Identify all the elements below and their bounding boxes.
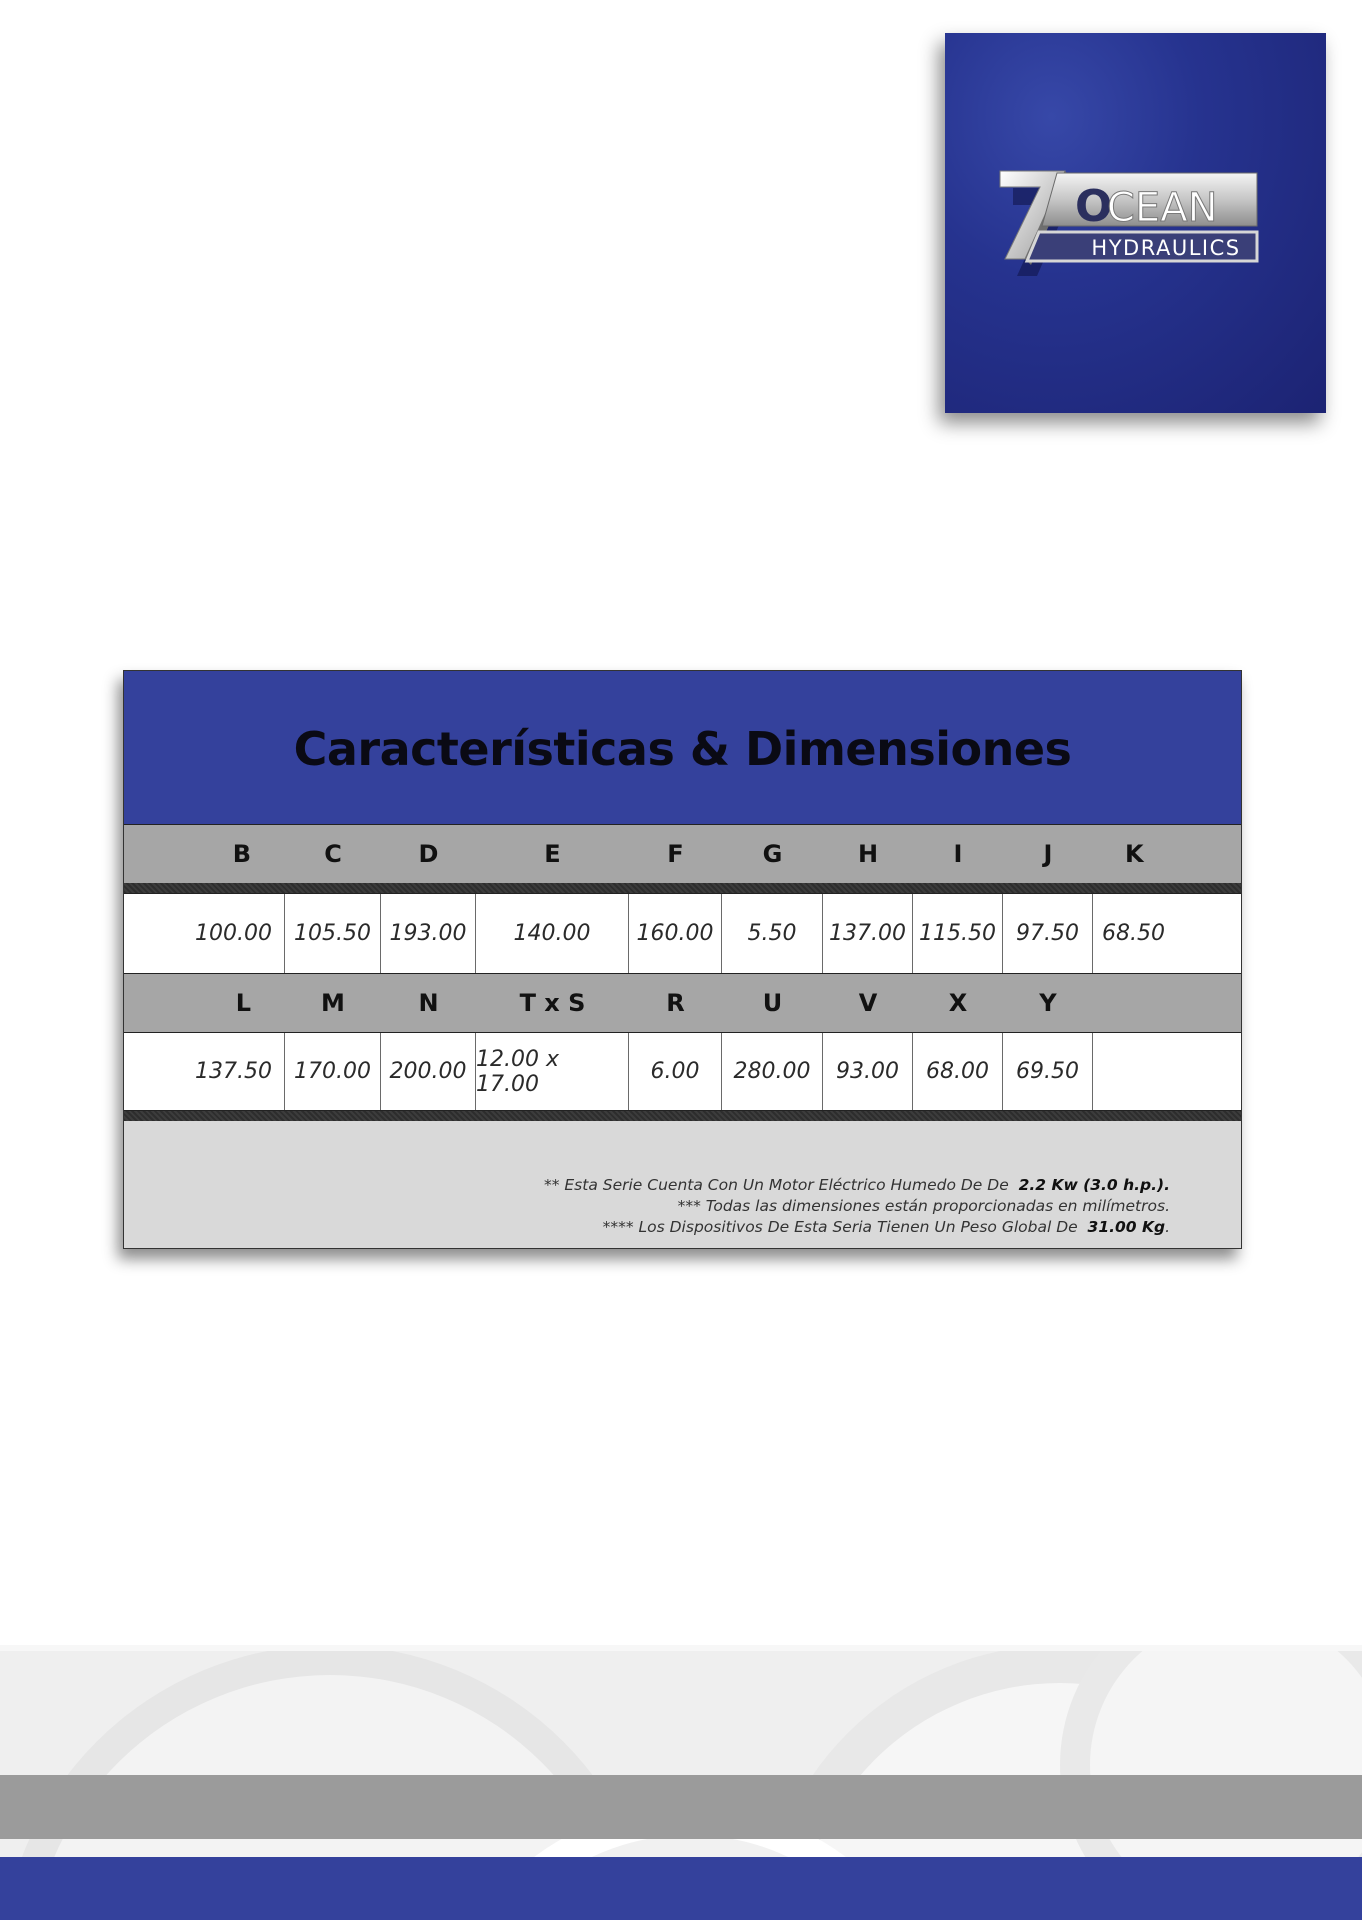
value-cell: 137.00 <box>823 894 913 973</box>
note-weight-value: 31.00 Kg <box>1087 1218 1166 1236</box>
value-cell: 137.50 <box>124 1033 285 1110</box>
footer-blue-band <box>0 1857 1362 1920</box>
header-cell: T x S <box>519 989 586 1017</box>
note-motor <box>544 1176 1170 1194</box>
header-cell <box>1093 974 1241 1032</box>
value-cell: 105.50 <box>285 894 381 973</box>
header-cell: N <box>418 989 439 1017</box>
logo-letter-o: O <box>1075 181 1113 232</box>
footer-gray-band <box>0 1775 1362 1839</box>
note-weight <box>603 1218 1170 1236</box>
note-weight-text: **** Los Dispositivos De Esta Seria Tienen Un Peso Global De <box>602 1218 1078 1236</box>
value-row-2 <box>124 1032 1241 1111</box>
header-cell: D <box>418 840 439 868</box>
value-cell: 100.00 <box>124 894 285 973</box>
logo-brand-text: CEAN <box>1107 185 1218 231</box>
header-row-2 <box>124 974 1241 1032</box>
header-row-1 <box>124 825 1241 883</box>
note-motor-value: 2.2 Kw (3.0 h.p.). <box>1018 1176 1170 1194</box>
value-cell: 5.50 <box>722 894 823 973</box>
value-cell: 93.00 <box>823 1033 913 1110</box>
header-cell: J <box>1043 840 1053 868</box>
header-cell: F <box>667 840 684 868</box>
value-cell: 115.50 <box>913 894 1003 973</box>
note-weight-suffix: . <box>1165 1218 1170 1236</box>
header-cell: G <box>762 840 783 868</box>
header-cell: R <box>666 989 685 1017</box>
header-cell: I <box>953 840 963 868</box>
logo-subtitle: HYDRAULICS <box>1091 236 1241 260</box>
spec-table-title: Características & Dimensiones <box>293 721 1072 776</box>
value-cell: 69.50 <box>1003 1033 1093 1110</box>
value-cell: 193.00 <box>381 894 476 973</box>
value-cell: 97.50 <box>1003 894 1093 973</box>
header-cell: U <box>762 989 783 1017</box>
header-cell: M <box>321 989 345 1017</box>
spec-title-band <box>124 671 1241 825</box>
value-cell: 140.00 <box>476 894 629 973</box>
value-row-1 <box>124 893 1241 974</box>
table-divider <box>124 883 1241 893</box>
spec-notes <box>124 1121 1241 1248</box>
value-cell: 68.00 <box>913 1033 1003 1110</box>
spec-table-card <box>123 670 1242 1249</box>
header-cell: X <box>948 989 968 1017</box>
header-cell: B <box>232 840 251 868</box>
value-cell <box>1093 1033 1241 1110</box>
table-divider <box>124 1111 1241 1121</box>
value-cell: 6.00 <box>629 1033 722 1110</box>
header-cell: H <box>857 840 879 868</box>
header-cell: L <box>235 989 251 1017</box>
header-cell: V <box>858 989 878 1017</box>
header-cell: E <box>544 840 561 868</box>
value-cell: 12.00 x 17.00 <box>476 1033 629 1110</box>
header-cell: Y <box>1039 989 1057 1017</box>
value-cell: 170.00 <box>285 1033 381 1110</box>
header-cell: C <box>324 840 342 868</box>
value-cell: 160.00 <box>629 894 722 973</box>
value-cell: 200.00 <box>381 1033 476 1110</box>
ocean-hydraulics-logo-mark <box>945 33 1326 413</box>
note-motor-text: ** Esta Serie Cuenta Con Un Motor Eléctrico Humedo De De <box>543 1176 1009 1194</box>
value-cell: 280.00 <box>722 1033 823 1110</box>
note-units: *** Todas las dimensiones están proporcionadas en milímetros. <box>677 1197 1170 1215</box>
brand-logo <box>945 33 1326 413</box>
value-cell: 68.50 <box>1102 921 1165 946</box>
header-cell: K <box>1125 840 1144 868</box>
